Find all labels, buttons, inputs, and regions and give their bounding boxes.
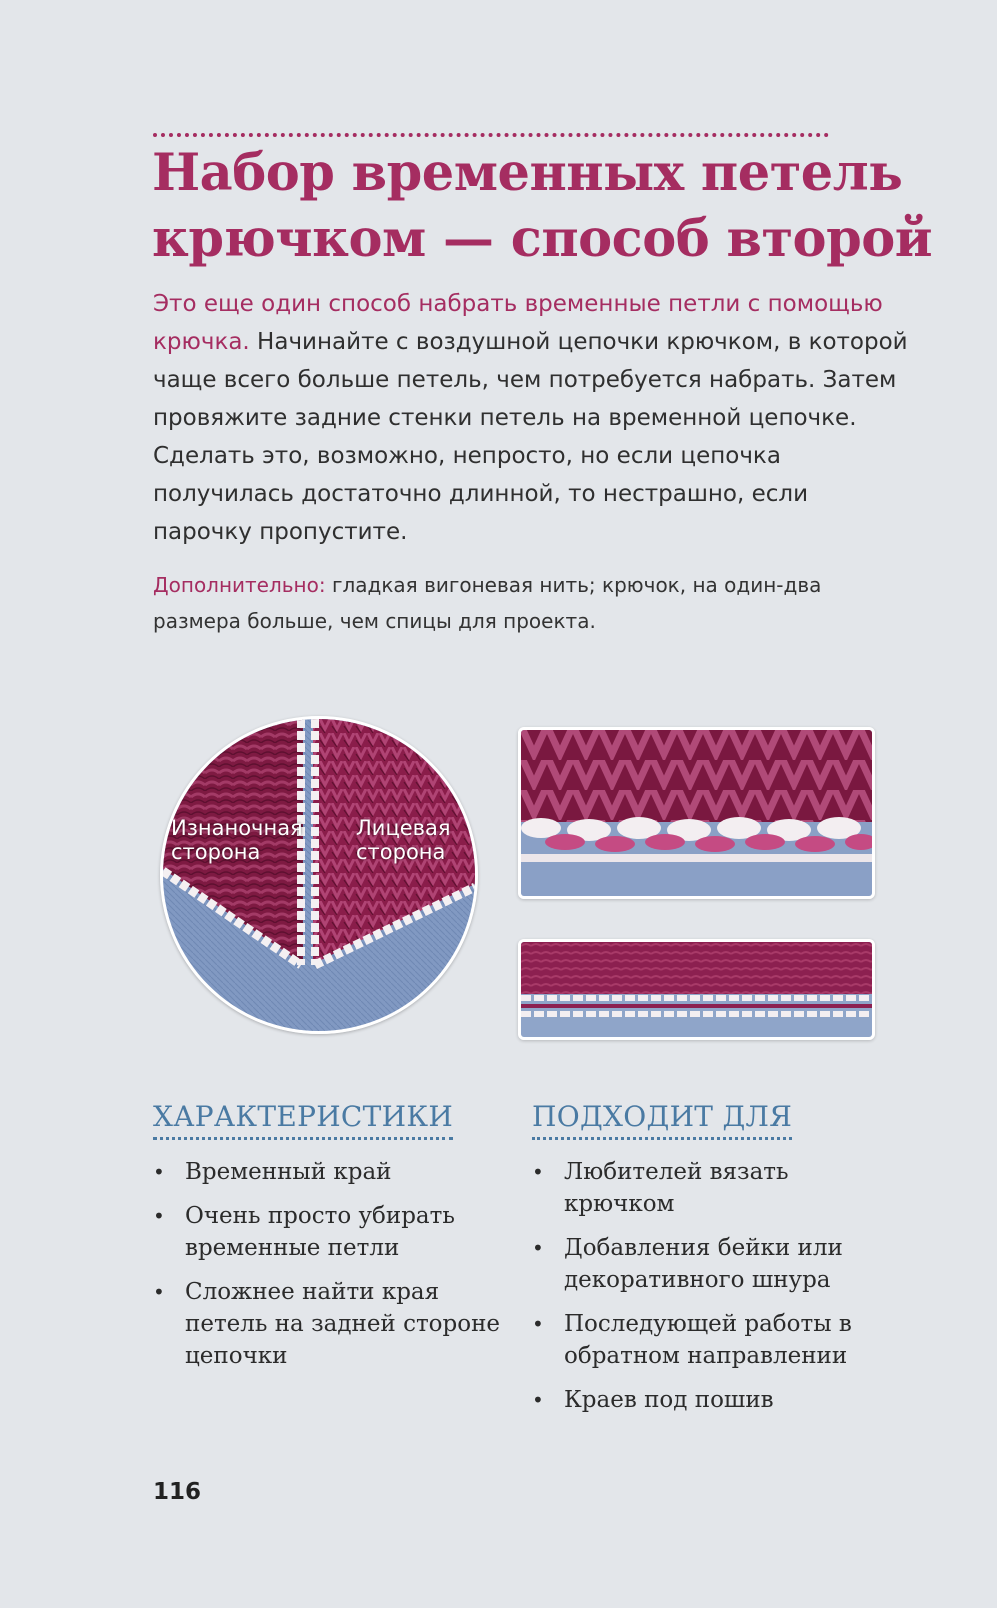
suitable-list [532, 1156, 877, 1428]
list-item: • Любителей вязать крючком [532, 1159, 789, 1217]
chain-closeup-photo [518, 727, 875, 899]
page-number: 116 [153, 1479, 202, 1505]
list-item: • Временный край [153, 1159, 392, 1185]
page-title: Набор временных петель крючком — способ второй [152, 143, 933, 269]
suitable-heading: ПОДХОДИТ ДЛЯ [532, 1099, 792, 1140]
characteristics-list [153, 1156, 503, 1384]
list-item: • Последующей работы в обратном направлении [532, 1311, 852, 1369]
wrong-side-label: Изнаночная сторона [171, 816, 303, 864]
list-item: • Очень просто убирать временные петли [153, 1203, 455, 1261]
intro-lead: Это еще один способ набрать временные петли с помощью крючка. [153, 291, 883, 355]
list-item: • Краев под пошив [532, 1387, 774, 1413]
extra-label: Дополнительно: [153, 573, 326, 597]
intro-paragraph [153, 285, 913, 551]
characteristics-heading: ХАРАКТЕРИСТИКИ [153, 1099, 453, 1140]
extra-materials [153, 567, 913, 639]
extra-text: гладкая вигоневая нить; крючок, на один-два размера больше, чем спицы для проекта. [153, 573, 822, 633]
edge-photo [518, 939, 875, 1040]
list-item: • Сложнее найти края петель на задней стороне цепочки [153, 1279, 501, 1369]
list-item: • Добавления бейки или декоративного шнура [532, 1235, 843, 1293]
intro-body: Начинайте с воздушной цепочки крючком, в которой чаще всего больше петель, чем потребуется набрать. Затем провяжите задние стенки петель на временной цепочке. Сделать это, возможно, непросто, но если цепочка получилась достаточно длинной, то нестрашно, если парочку пропустите. [153, 329, 908, 545]
knit-sides-photo [160, 716, 478, 1034]
right-side-label: Лицевая сторона [356, 816, 451, 864]
title-dotted-rule [153, 133, 829, 137]
